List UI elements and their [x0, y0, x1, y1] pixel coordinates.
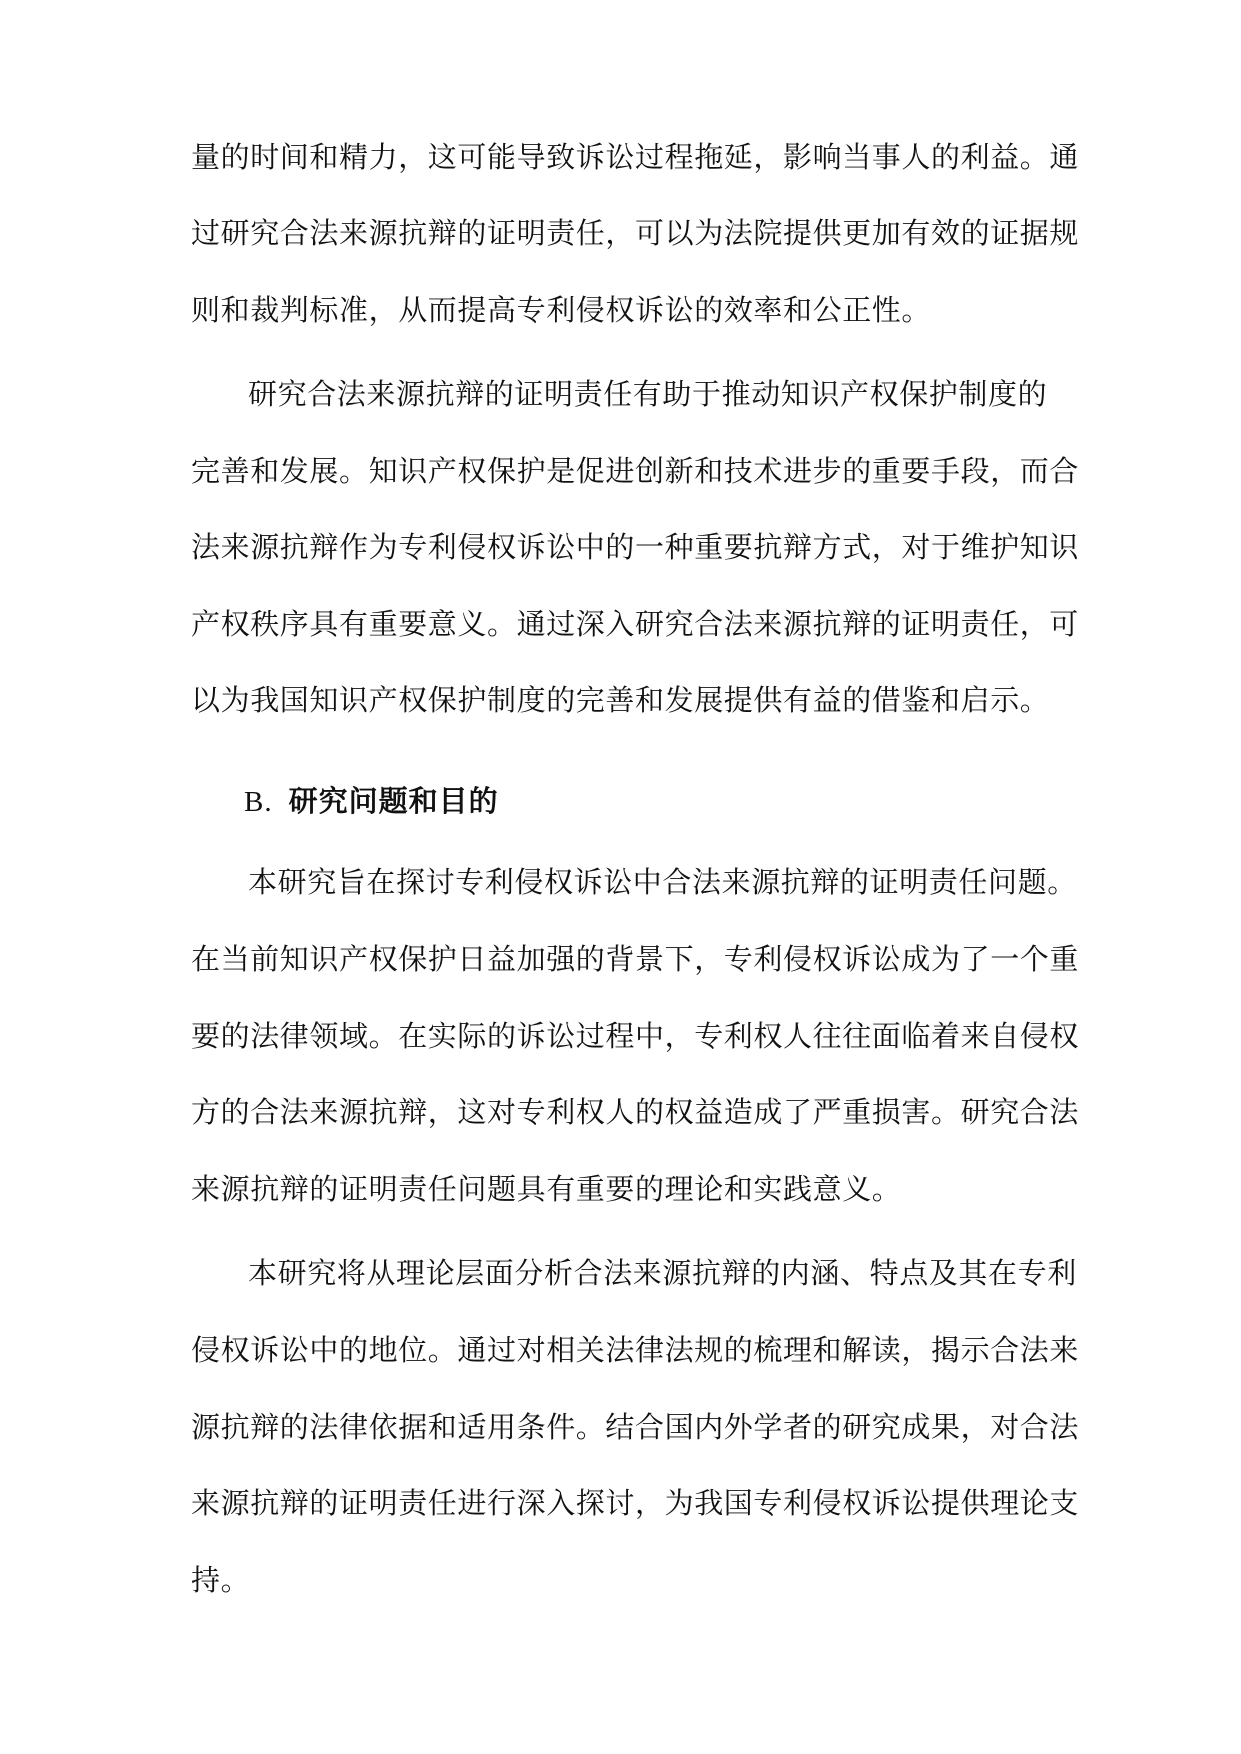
paragraph-4-line-1: 本研究将从理论层面分析合法来源抗辩的内涵、特点及其在专利 — [248, 1256, 1077, 1290]
paragraph-2-line-1: 研究合法来源抗辩的证明责任有助于推动知识产权保护制度的 — [248, 377, 1048, 411]
paragraph-4-line-5: 持。 — [191, 1563, 251, 1597]
paragraph-1-line-2: 过研究合法来源抗辩的证明责任，可以为法院提供更加有效的证据规 — [191, 216, 1080, 250]
paragraph-2-line-3: 法来源抗辩作为专利侵权诉讼中的一种重要抗辩方式，对于维护知识 — [191, 530, 1080, 564]
paragraph-4-line-2: 侵权诉讼中的地位。通过对相关法律法规的梳理和解读，揭示合法来 — [191, 1333, 1080, 1367]
section-heading-title: 研究问题和目的 — [288, 784, 499, 818]
paragraph-1-line-3: 则和裁判标准，从而提高专利侵权诉讼的效率和公正性。 — [191, 293, 932, 327]
paragraph-3-line-1: 本研究旨在探讨专利侵权诉讼中合法来源抗辩的证明责任问题。 — [248, 865, 1077, 899]
paragraph-3-line-5: 来源抗辩的证明责任问题具有重要的理论和实践意义。 — [191, 1172, 902, 1206]
paragraph-4-line-3: 源抗辩的法律依据和适用条件。结合国内外学者的研究成果，对合法 — [191, 1410, 1080, 1444]
paragraph-4-line-4: 来源抗辩的证明责任进行深入探讨，为我国专利侵权诉讼提供理论支 — [191, 1486, 1080, 1520]
section-heading — [244, 781, 499, 822]
paragraph-2-line-5: 以为我国知识产权保护制度的完善和发展提供有益的借鉴和启示。 — [191, 683, 1050, 717]
paragraph-2-line-4: 产权秩序具有重要意义。通过深入研究合法来源抗辩的证明责任，可 — [191, 607, 1080, 641]
paragraph-1-line-1: 量的时间和精力，这可能导致诉讼过程拖延，影响当事人的利益。通 — [191, 140, 1080, 174]
section-heading-number: B. — [244, 786, 273, 818]
paragraph-3-line-2: 在当前知识产权保护日益加强的背景下，专利侵权诉讼成为了一个重 — [191, 942, 1080, 976]
paragraph-2-line-2: 完善和发展。知识产权保护是促进创新和技术进步的重要手段，而合 — [191, 454, 1080, 488]
paragraph-3-line-3: 要的法律领域。在实际的诉讼过程中，专利权人往往面临着来自侵权 — [191, 1019, 1080, 1053]
paragraph-3-line-4: 方的合法来源抗辩，这对专利权人的权益造成了严重损害。研究合法 — [191, 1095, 1080, 1129]
